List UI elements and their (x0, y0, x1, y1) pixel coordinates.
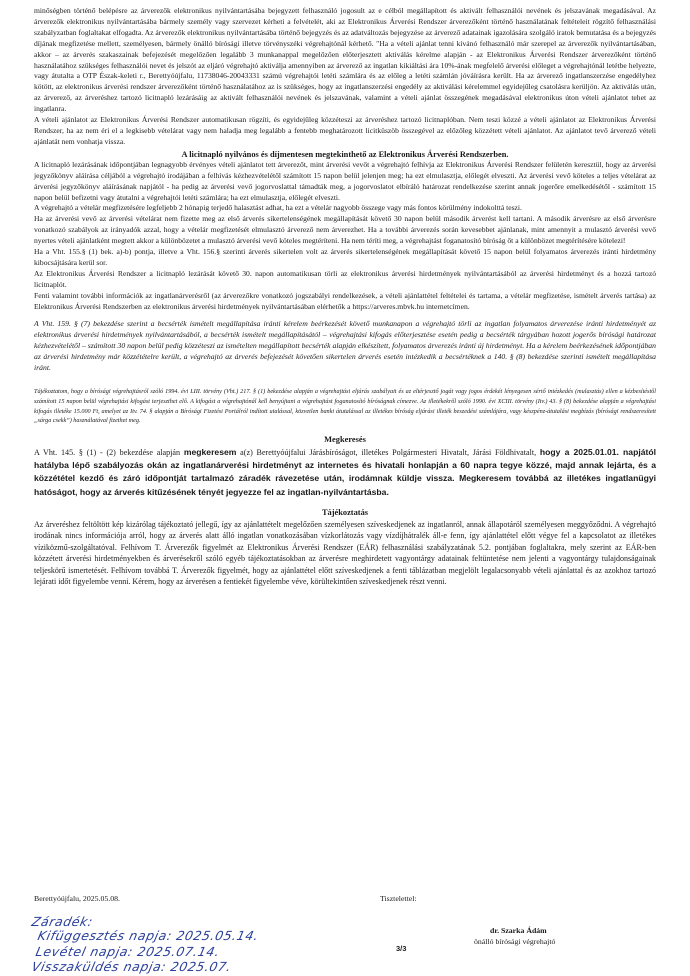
italic-notice: A Vht. 159. § (7) bekezdése szerint a becsérték ismételt megállapítása iránti kérelem beérkezését követő munkanapon a végrehajtó törli az ingatlan folyamatos árverezése iránti hirdetményét az elektronikus árverési hirdetmények nyilvántartásából, a becsérték ismételt megállapításától – végrehajtási kifogás előterjesztése esetén pedig a becsérték tárgyában hozott jogerős bírósági határozat kézhezvételétől – számított 30 napon belül pedig közzéteszi az ismételten megállapított becsérték alapján elkészített, folyamatos árverezés iránti új hirdetményt. Ha a kérelem beérkezésének időpontjában az árverési hirdetmény már közzétételre került, a végrehajtó az árverés befejezését követően sikertelen árverés esetén intézkedik a becsértéknek a 140. § (8) bekezdése szerinti ismételt megállapítása iránt. (34, 319, 656, 373)
place-date: Berettyóújfalu, 2025.05.08. (34, 894, 120, 903)
paragraph-bid-recording: A vételi ajánlatot az Elektronikus Árverési Rendszer automatikusan rögzíti, és egyidejűleg közzéteszi az árveréshez tartozó licitnaplóban. Nem teszi közzé a vételi ajánlatot az Elektronikus Árverési Rendszer, ha az nem éri el a legkisebb vételárat vagy nem haladja meg legalább a fentebb meghatározott licitküszöb összegével az előzőleg közzétett vételi ajánlatot. Az ajánlatot tevő árverező vételi ajánlatát nem vonhatja vissza. (34, 115, 656, 146)
paragraph-second-auction: Ha az árverési vevő az árverési vételárat nem fizette meg az első árverés sikertelenségének megállapítását követő 30 napon belül második árverést kell tartani. A második árverésre az első árverésre vonatkozó szabályok az irányadók azzal, hogy a vételár megfizetését elmulasztó árverező nem árverezhet. Ha a további árverezés során kevesebbet ajánlanak, mint amennyit a mulasztó árverési vevő nyertes vételi ajánlatként megtett akkor a különbözetet a mulasztó árverési vevő köteles megtéríteni. Ha nem téríti meg, a végrehajtást foganatosító bíróság őt a különbözet megtérítésére kötelezi! (34, 214, 656, 246)
document-body (34, 6, 656, 587)
request-text-1: A Vht. 145. § (1) - (2) bekezdése alapján (34, 447, 184, 457)
signer-name: dr. Szarka Ádám (490, 926, 547, 935)
paragraph-winning-bidder: A licitnapló lezárásának időpontjában legnagyobb érvényes vételi ajánlatot tett árverezőt, mint árverési vevőt a végrehajtó felhívja az Elektronikus Árverési Rendszer felületén keresztül, hogy az árverési jegyzőkönyv aláírása céljából a végrehajtó irodájában a felhívás kézhezvételétől számított 15 napon belül jelenjen meg; ha ezt elmulasztja, előlegét elveszti. Az árverési vevő köteles a teljes vételárat az árverési jegyzőkönyv aláírásának napjától - ha pedig az árverési vevő jogorvoslattal támadták meg, a jogorvoslatot elbíráló határozat rendelkezése szerint annak jogerőre emelkedésétől - számított 15 napon belül befizetni vagy átutalni a végrehajtói letéti számlára; ha ezt elmulasztja, előlegét elveszti. (34, 159, 656, 202)
request-text-2: a(z) Berettyóújfalui Járásbíróságot, illetékes Polgármesteri Hivatalt, Járási Földhivatalt, (236, 447, 540, 457)
paragraph-continuous-auction: Ha a Vht. 155.§ (1) bek. a)-b) pontja, illetve a Vht. 156.§ szerinti árverés sikertelen volt az árverés sikertelenségének megállapítását követő 15 napon belül folyamatos árverezés iránti hirdetmény kibocsájtására kerül sor. (34, 247, 656, 267)
signer-title: önálló bírósági végrehajtó (474, 937, 556, 946)
handwritten-note-removed: Levétel napja: 2025.07.14. (34, 944, 222, 959)
handwritten-note-posted: Kifüggesztés napja: 2025.05.14. (36, 928, 261, 943)
paragraph-payment-deferral: A végrehajtó a vételár megfizetésére legfeljebb 2 hónapig terjedő halasztást adhat, ha ezt a vételár nagyobb összege vagy más fontos körülmény indokolttá teszi. (34, 203, 522, 213)
heading-licit-log: A licitnapló nyilvános és díjmentesen megtekinthető az Elektronikus Árverési Rendszerben. (181, 149, 509, 159)
paragraph-registration: minőségben történő belépésre az árverezők elektronikus nyilvántartásába bejegyzett felhasználó jogosult az e célból megállapított és aktivált felhasználói nevének és jelszavának megadásával. Az árverezők elektronikus nyilvántartásába bármely személy vagy szervezet kérheti a felvételét, aki az Elektronikus Árverési Rendszer árverezőként történő használatának feltételeit rögzítő felhasználási szabályzatban foglaltakat elfogadta. Az árverezők elektronikus nyilvántartásába történő bejegyzés és az adatváltozás bejegyzése az árverező adatainak igazolására szolgáló iratok bemutatása és a bejegyzés díjának megfizetése mellett, személyesen, bármely önálló bírósági illetve törvényszéki végrehajtónál kérhető. "Ha a vételi ajánlat tenni kívánó felhasználó már szerepel az árverezők nyilvántartásában, akkor – az árverés szakaszainak befejezését megelőzően legalább 3 munkanappal megelőzően előterjesztett aktiválás kérelme alapján - az Elektronikus Árverési Rendszer árverezőként történő használatához szükséges felhasználói nevet és jelszót az eljáró végrehajtó aktiválja amennyiben az árverező az ingatlan kikiáltási ára 10%-ának megfelelő árverési előleget a végrehajtónál letétbe helyezte, vagy átutalta a OTP Észak-keleti r., Berettyóújfalu, 11738046-20043331 számú végrehajtói letéti számlára és az előleg a letéti számlán jóváírásra került. Ha az árverező ingatlanszerzése engedélyhez kötött, az elektronikus árverési rendszer árverezőként történő használatához az is szükséges, hogy az ingatlanszerzési engedély az aktiválási kérelemmel egyidejűleg csatolásra kerüljön. Az aktiválás után, az árverező, az árveréshez tartozó licitnapló lezárásáig az aktivált felhasználói nevének és jelszavának, valamint a vételi ajánlat összegének megadásával elektronikus úton vételi ajánlatot tehet az ingatlanra. (34, 6, 656, 114)
request-bold-2: hogy a 2025.01.01. napjától hatályba lépő szabályozás okán az ingatlanárverési hirdetményt az internetes és hivatali honlapján a 60 napra tegye közzé, majd annak lejárta, és a közzététel kezdő és záró időpontját tartalmazó záradék rávezetése után, irodámnak küldje vissza. Megkeresem továbbá az illetékes ingatlanügyi hatóságot, hogy az árverés kitűzésének tényét jegyezze fel az ingatlan-nyilvántartásba. (34, 446, 657, 497)
handwritten-note-returned: Visszaküldés napja: 2025.07. (30, 959, 233, 974)
info-paragraph: Az árveréshez feltöltött kép kizárólag tájékoztató jellegű, így az ajánlattételt megelőzően személyesen szíveskedjenek az ingatlanról, annak állapotáról személyesen meggyőződni. A végrehajtó irodának nincs információja arról, hogy az árverés alatt álló ingatlan vonatkozásában vízkorlátozás vagy vízdíjhátralék áll-e fenn, így ajánlattétel előtt végye fel a kapcsolatot az illetékes víziközmű-szolgáltatóval. Felhívom T. Árverezők figyelmét az Elektronikus Árverési Rendszer (EÁR) felhasználási szabályzatának 5.2. pontjában foglaltakra, mely szerint az EÁR-ben közzétett árverési hirdetményekben és árverésekről szóló egyéb tájékoztatásokban az árverésre meghirdetett vagyontárgy adatainak feltüntetése nem jelenti a vagyontárgy tulajdonságainak teljeskörű ismertetését. Felhívom továbbá T. Árverezők figyelmét, hogy az ajánlattétel előtt szíveskedjenek a fenti táblázatban megjelölt legalacsonyabb vételi ajánlattal és az azokhoz tartozó lejárati időt figyelembe venni. Kérem, hogy az árverésen a fentiekét figyelembe véve, körültekintően szíveskedjenek részt venni. (34, 520, 656, 587)
document-footer (30, 894, 656, 974)
request-paragraph (34, 446, 656, 499)
legal-remedy-notice: Tájékoztatom, hogy a bírósági végrehajtásról szóló 1994. évi LIII. törvény (Vht.) 217. § (1) bekezdése alapján a végrehajtási eljárás szabályait és az eltérjesztő jogát vagy jogos érdekét lényegesen sértő intézkedés (mulasztás) ellen a kézbesítéstől számított 15 napon belül végrehajtási kifogást terjeszthet elő. A kifogást a végrehajtónál kell benyújtani a végrehajtást foganatosító bíróságnak címezve. Az illetékekről szóló 1990. évi XCIII. törvény (Itv.) 43. § (8) bekezdése alapján a végrehajtási kifogás illetéke 15.000 Ft, amelyet az Itv. 74. § alapján a Bírósági Fizetési Portálról indított utalással, közvetlen banki átutalással az illetékes bíróság eljárási illeték beszedési számlájára, vagy készpénz-átutalási megbízás (bírósági rendszeresített „sárga csekk”) használatával fizethet meg. (34, 388, 656, 425)
paragraph-auto-deletion: Az Elektronikus Árverési Rendszer a licitnapló lezárását követő 30. napon automatikusan törli az elektronikus árverési hirdetmények nyilvántartásából az árverési hirdetményt és a hozzá tartozó licitnaplót. (34, 268, 656, 289)
section-title-info: Tájékoztatás (321, 508, 369, 518)
paragraph-further-info: Fenti valamint további információk az ingatlanárverésről (az árverezőkre vonatkozó jogszabályi rendelkezések, a vételi ajánlattétel feltételei és tartama, a vételár megfizetése, ismételt árverés tartása) az Elektronikus Árverési Rendszerben az elektronikus árverési hirdetmények nyilvántartásában elérhetők a https://arveres.mbvk.hu internetcímen. (34, 290, 656, 311)
section-title-request: Megkeresés (324, 434, 366, 444)
request-bold-1: megkeresem (183, 446, 237, 457)
handwritten-note-clause: Záradék: (30, 914, 95, 929)
greeting: Tisztelettel: (380, 894, 417, 903)
page-number: 3/3 (396, 944, 407, 953)
